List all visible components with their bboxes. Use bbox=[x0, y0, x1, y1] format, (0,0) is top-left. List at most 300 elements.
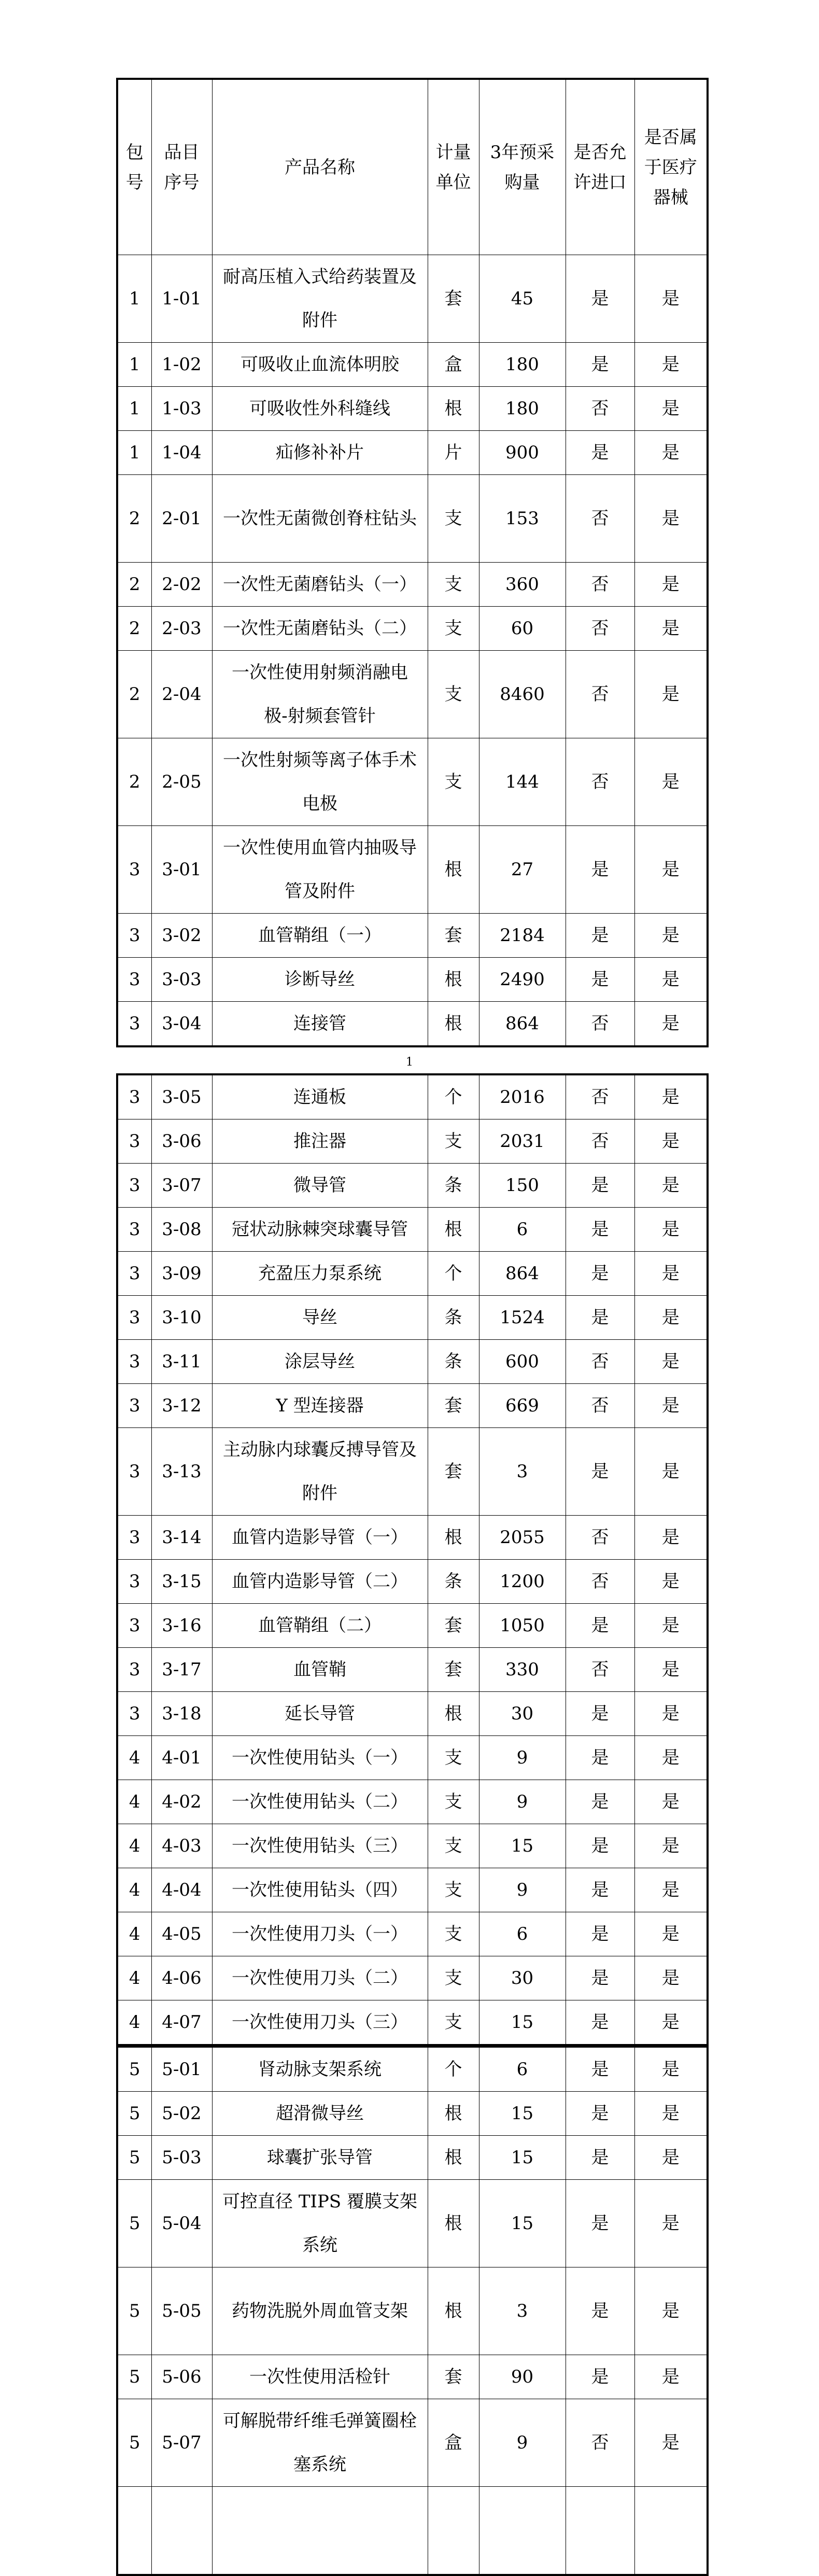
cell-unit: 支 bbox=[428, 1119, 479, 1164]
cell-package: 3 bbox=[117, 1648, 151, 1692]
table-row bbox=[117, 1912, 708, 1956]
cell-package: 5 bbox=[117, 2399, 151, 2487]
cell-unit: 支 bbox=[428, 738, 479, 826]
table-row bbox=[117, 563, 708, 607]
cell-medical-device: 是 bbox=[634, 2000, 708, 2046]
cell-unit: 支 bbox=[428, 1736, 479, 1780]
cell-quantity: 150 bbox=[479, 1164, 566, 1208]
cell-item-no: 3-03 bbox=[151, 958, 212, 1002]
cell-unit: 套 bbox=[428, 1428, 479, 1516]
table-row bbox=[117, 1119, 708, 1164]
cell-quantity: 45 bbox=[479, 255, 566, 343]
cell-unit: 套 bbox=[428, 1604, 479, 1648]
cell-import: 是 bbox=[566, 431, 634, 475]
table-row bbox=[117, 2136, 708, 2180]
table-row bbox=[117, 1692, 708, 1736]
cell-product-name: 可控直径 TIPS 覆膜支架系统 bbox=[212, 2180, 428, 2267]
cell-item-no: 3-04 bbox=[151, 1002, 212, 1047]
table-row bbox=[117, 475, 708, 563]
cell-item-no: 4-03 bbox=[151, 1824, 212, 1868]
cell-medical-device: 是 bbox=[634, 1868, 708, 1912]
cell-unit bbox=[428, 2487, 479, 2575]
header-package: 包号 bbox=[117, 79, 151, 255]
table-row bbox=[117, 1164, 708, 1208]
cell-import: 否 bbox=[566, 1516, 634, 1560]
cell-product-name: 血管内造影导管（二） bbox=[212, 1560, 428, 1604]
cell-medical-device bbox=[634, 2487, 708, 2575]
cell-import: 是 bbox=[566, 1296, 634, 1340]
cell-import: 是 bbox=[566, 1252, 634, 1296]
cell-medical-device: 是 bbox=[634, 1428, 708, 1516]
cell-product-name: 肾动脉支架系统 bbox=[212, 2046, 428, 2092]
cell-unit: 套 bbox=[428, 1648, 479, 1692]
table-row bbox=[117, 651, 708, 738]
cell-quantity: 9 bbox=[479, 2399, 566, 2487]
cell-import: 否 bbox=[566, 2399, 634, 2487]
cell-import: 是 bbox=[566, 2267, 634, 2355]
cell-unit: 支 bbox=[428, 563, 479, 607]
cell-package: 3 bbox=[117, 914, 151, 958]
table-row bbox=[117, 431, 708, 475]
cell-unit: 根 bbox=[428, 387, 479, 431]
cell-medical-device: 是 bbox=[634, 343, 708, 387]
table-row bbox=[117, 1208, 708, 1252]
cell-package: 4 bbox=[117, 1868, 151, 1912]
cell-item-no bbox=[151, 2487, 212, 2575]
cell-import: 否 bbox=[566, 651, 634, 738]
header-item-no: 品目序号 bbox=[151, 79, 212, 255]
cell-unit: 个 bbox=[428, 2046, 479, 2092]
table-row bbox=[117, 1780, 708, 1824]
cell-product-name: 血管鞘组（二） bbox=[212, 1604, 428, 1648]
cell-import: 是 bbox=[566, 1780, 634, 1824]
cell-unit: 根 bbox=[428, 2267, 479, 2355]
cell-quantity: 6 bbox=[479, 1912, 566, 1956]
cell-import: 是 bbox=[566, 255, 634, 343]
cell-unit: 支 bbox=[428, 1956, 479, 2000]
cell-package: 3 bbox=[117, 1252, 151, 1296]
cell-product-name: 可解脱带纤维毛弹簧圈栓塞系统 bbox=[212, 2399, 428, 2487]
cell-unit: 支 bbox=[428, 651, 479, 738]
cell-quantity: 15 bbox=[479, 2180, 566, 2267]
cell-product-name: 一次性射频等离子体手术电极 bbox=[212, 738, 428, 826]
cell-item-no: 3-08 bbox=[151, 1208, 212, 1252]
cell-quantity: 180 bbox=[479, 387, 566, 431]
cell-item-no: 5-04 bbox=[151, 2180, 212, 2267]
cell-package: 4 bbox=[117, 1912, 151, 1956]
procurement-table-page-2 bbox=[116, 1073, 709, 2576]
cell-product-name: 诊断导丝 bbox=[212, 958, 428, 1002]
cell-quantity: 1200 bbox=[479, 1560, 566, 1604]
cell-package: 4 bbox=[117, 2000, 151, 2046]
cell-package: 3 bbox=[117, 1340, 151, 1384]
cell-product-name: 一次性无菌磨钻头（二） bbox=[212, 607, 428, 651]
header-import: 是否允许进口 bbox=[566, 79, 634, 255]
cell-unit: 套 bbox=[428, 2355, 479, 2399]
header-medical-device: 是否属于医疗器械 bbox=[634, 79, 708, 255]
cell-quantity: 15 bbox=[479, 2092, 566, 2136]
cell-item-no: 4-01 bbox=[151, 1736, 212, 1780]
cell-quantity: 30 bbox=[479, 1692, 566, 1736]
cell-medical-device: 是 bbox=[634, 1296, 708, 1340]
table-row bbox=[117, 1956, 708, 2000]
cell-item-no: 3-13 bbox=[151, 1428, 212, 1516]
cell-product-name: 一次性使用射频消融电极-射频套管针 bbox=[212, 651, 428, 738]
cell-quantity: 30 bbox=[479, 1956, 566, 2000]
cell-quantity: 600 bbox=[479, 1340, 566, 1384]
cell-unit: 根 bbox=[428, 2136, 479, 2180]
cell-package: 3 bbox=[117, 1560, 151, 1604]
cell-unit: 个 bbox=[428, 1252, 479, 1296]
cell-item-no: 4-04 bbox=[151, 1868, 212, 1912]
cell-item-no: 3-05 bbox=[151, 1074, 212, 1119]
cell-item-no: 3-10 bbox=[151, 1296, 212, 1340]
cell-medical-device: 是 bbox=[634, 1074, 708, 1119]
cell-product-name: 一次性使用血管内抽吸导管及附件 bbox=[212, 826, 428, 914]
cell-unit: 盒 bbox=[428, 2399, 479, 2487]
cell-quantity: 2031 bbox=[479, 1119, 566, 1164]
cell-unit: 片 bbox=[428, 431, 479, 475]
cell-import: 否 bbox=[566, 1340, 634, 1384]
cell-unit: 条 bbox=[428, 1340, 479, 1384]
page-number: 1 bbox=[406, 1056, 413, 1069]
cell-import: 是 bbox=[566, 1824, 634, 1868]
cell-medical-device: 是 bbox=[634, 255, 708, 343]
cell-medical-device: 是 bbox=[634, 431, 708, 475]
cell-unit: 套 bbox=[428, 1384, 479, 1428]
cell-package: 5 bbox=[117, 2267, 151, 2355]
cell-import: 否 bbox=[566, 1560, 634, 1604]
cell-product-name: 一次性使用刀头（三） bbox=[212, 2000, 428, 2046]
cell-medical-device: 是 bbox=[634, 826, 708, 914]
cell-product-name bbox=[212, 2487, 428, 2575]
cell-import: 否 bbox=[566, 387, 634, 431]
table-row bbox=[117, 738, 708, 826]
cell-product-name: 疝修补补片 bbox=[212, 431, 428, 475]
cell-import: 是 bbox=[566, 914, 634, 958]
table-row bbox=[117, 826, 708, 914]
cell-medical-device: 是 bbox=[634, 1208, 708, 1252]
table-row bbox=[117, 1296, 708, 1340]
cell-import: 否 bbox=[566, 1648, 634, 1692]
cell-import: 是 bbox=[566, 2136, 634, 2180]
cell-medical-device: 是 bbox=[634, 1604, 708, 1648]
table-row bbox=[117, 1648, 708, 1692]
cell-package: 2 bbox=[117, 475, 151, 563]
cell-product-name: 导丝 bbox=[212, 1296, 428, 1340]
cell-item-no: 1-04 bbox=[151, 431, 212, 475]
cell-quantity: 6 bbox=[479, 1208, 566, 1252]
cell-quantity: 1524 bbox=[479, 1296, 566, 1340]
cell-quantity: 9 bbox=[479, 1736, 566, 1780]
cell-unit: 条 bbox=[428, 1296, 479, 1340]
cell-quantity: 27 bbox=[479, 826, 566, 914]
cell-item-no: 3-11 bbox=[151, 1340, 212, 1384]
table-row bbox=[117, 387, 708, 431]
cell-item-no: 3-15 bbox=[151, 1560, 212, 1604]
table-row bbox=[117, 2092, 708, 2136]
cell-package: 3 bbox=[117, 1428, 151, 1516]
cell-unit: 套 bbox=[428, 914, 479, 958]
cell-package: 5 bbox=[117, 2180, 151, 2267]
cell-quantity: 1050 bbox=[479, 1604, 566, 1648]
cell-unit: 支 bbox=[428, 607, 479, 651]
cell-unit: 根 bbox=[428, 1208, 479, 1252]
cell-product-name: 一次性使用刀头（二） bbox=[212, 1956, 428, 2000]
cell-import: 是 bbox=[566, 1956, 634, 2000]
cell-quantity: 15 bbox=[479, 2000, 566, 2046]
cell-product-name: 一次性无菌微创脊柱钻头 bbox=[212, 475, 428, 563]
cell-unit: 支 bbox=[428, 1868, 479, 1912]
cell-quantity: 8460 bbox=[479, 651, 566, 738]
cell-import: 否 bbox=[566, 563, 634, 607]
table-row bbox=[117, 1824, 708, 1868]
table-row bbox=[117, 1384, 708, 1428]
cell-quantity: 330 bbox=[479, 1648, 566, 1692]
cell-package: 3 bbox=[117, 1119, 151, 1164]
cell-medical-device: 是 bbox=[634, 958, 708, 1002]
cell-unit: 支 bbox=[428, 475, 479, 563]
cell-medical-device: 是 bbox=[634, 1164, 708, 1208]
cell-unit: 个 bbox=[428, 1074, 479, 1119]
cell-product-name: 耐高压植入式给药装置及附件 bbox=[212, 255, 428, 343]
cell-medical-device: 是 bbox=[634, 1692, 708, 1736]
cell-product-name: 一次性使用钻头（四） bbox=[212, 1868, 428, 1912]
cell-medical-device: 是 bbox=[634, 1648, 708, 1692]
cell-import: 是 bbox=[566, 2355, 634, 2399]
cell-import: 是 bbox=[566, 1164, 634, 1208]
cell-medical-device: 是 bbox=[634, 1956, 708, 2000]
cell-unit: 根 bbox=[428, 2092, 479, 2136]
table-row bbox=[117, 1516, 708, 1560]
cell-quantity: 153 bbox=[479, 475, 566, 563]
cell-import: 否 bbox=[566, 1384, 634, 1428]
cell-quantity: 900 bbox=[479, 431, 566, 475]
cell-unit: 根 bbox=[428, 958, 479, 1002]
cell-item-no: 1-02 bbox=[151, 343, 212, 387]
header-product-name: 产品名称 bbox=[212, 79, 428, 255]
cell-package: 1 bbox=[117, 343, 151, 387]
cell-package: 3 bbox=[117, 1604, 151, 1648]
cell-package: 4 bbox=[117, 1780, 151, 1824]
cell-product-name: 延长导管 bbox=[212, 1692, 428, 1736]
table-row bbox=[117, 1868, 708, 1912]
cell-package: 5 bbox=[117, 2092, 151, 2136]
cell-medical-device: 是 bbox=[634, 1780, 708, 1824]
cell-unit: 支 bbox=[428, 1912, 479, 1956]
cell-quantity: 864 bbox=[479, 1252, 566, 1296]
cell-import: 是 bbox=[566, 2000, 634, 2046]
cell-quantity: 2055 bbox=[479, 1516, 566, 1560]
cell-medical-device: 是 bbox=[634, 563, 708, 607]
cell-item-no: 5-01 bbox=[151, 2046, 212, 2092]
cell-medical-device: 是 bbox=[634, 914, 708, 958]
table-header-row bbox=[117, 79, 708, 255]
cell-import: 否 bbox=[566, 1002, 634, 1047]
cell-unit: 根 bbox=[428, 1002, 479, 1047]
cell-medical-device: 是 bbox=[634, 387, 708, 431]
cell-item-no: 2-01 bbox=[151, 475, 212, 563]
cell-product-name: Y 型连接器 bbox=[212, 1384, 428, 1428]
cell-item-no: 3-02 bbox=[151, 914, 212, 958]
cell-product-name: 推注器 bbox=[212, 1119, 428, 1164]
cell-package: 2 bbox=[117, 651, 151, 738]
table-row bbox=[117, 343, 708, 387]
cell-item-no: 4-07 bbox=[151, 2000, 212, 2046]
cell-medical-device: 是 bbox=[634, 2180, 708, 2267]
cell-import: 是 bbox=[566, 1428, 634, 1516]
cell-item-no: 2-02 bbox=[151, 563, 212, 607]
cell-product-name: 血管内造影导管（一） bbox=[212, 1516, 428, 1560]
cell-product-name: 主动脉内球囊反搏导管及附件 bbox=[212, 1428, 428, 1516]
cell-item-no: 2-04 bbox=[151, 651, 212, 738]
cell-product-name: 可吸收性外科缝线 bbox=[212, 387, 428, 431]
cell-package: 5 bbox=[117, 2136, 151, 2180]
cell-item-no: 3-16 bbox=[151, 1604, 212, 1648]
cell-medical-device: 是 bbox=[634, 1119, 708, 1164]
cell-product-name: 药物洗脱外周血管支架 bbox=[212, 2267, 428, 2355]
table-row bbox=[117, 1604, 708, 1648]
cell-package: 3 bbox=[117, 1516, 151, 1560]
cell-import: 是 bbox=[566, 1692, 634, 1736]
cell-unit: 套 bbox=[428, 255, 479, 343]
cell-quantity: 2490 bbox=[479, 958, 566, 1002]
table-row bbox=[117, 2399, 708, 2487]
table-row bbox=[117, 2487, 708, 2575]
cell-import: 是 bbox=[566, 958, 634, 1002]
cell-quantity: 90 bbox=[479, 2355, 566, 2399]
table-row bbox=[117, 1074, 708, 1119]
cell-medical-device: 是 bbox=[634, 2267, 708, 2355]
cell-package: 1 bbox=[117, 255, 151, 343]
table-row bbox=[117, 2046, 708, 2092]
cell-unit: 条 bbox=[428, 1560, 479, 1604]
cell-quantity: 669 bbox=[479, 1384, 566, 1428]
cell-medical-device: 是 bbox=[634, 651, 708, 738]
cell-unit: 支 bbox=[428, 1824, 479, 1868]
header-quantity: 3年预采购量 bbox=[479, 79, 566, 255]
cell-product-name: 血管鞘组（一） bbox=[212, 914, 428, 958]
cell-package: 1 bbox=[117, 387, 151, 431]
cell-package: 1 bbox=[117, 431, 151, 475]
cell-item-no: 3-01 bbox=[151, 826, 212, 914]
cell-unit: 盒 bbox=[428, 343, 479, 387]
cell-item-no: 4-06 bbox=[151, 1956, 212, 2000]
cell-medical-device: 是 bbox=[634, 607, 708, 651]
cell-item-no: 5-06 bbox=[151, 2355, 212, 2399]
table-row bbox=[117, 1002, 708, 1047]
cell-product-name: 一次性无菌磨钻头（一） bbox=[212, 563, 428, 607]
cell-package: 2 bbox=[117, 738, 151, 826]
cell-item-no: 2-03 bbox=[151, 607, 212, 651]
cell-package: 2 bbox=[117, 607, 151, 651]
cell-product-name: 血管鞘 bbox=[212, 1648, 428, 1692]
cell-medical-device: 是 bbox=[634, 2136, 708, 2180]
cell-item-no: 5-02 bbox=[151, 2092, 212, 2136]
cell-product-name: 冠状动脉棘突球囊导管 bbox=[212, 1208, 428, 1252]
cell-quantity: 9 bbox=[479, 1868, 566, 1912]
cell-item-no: 3-17 bbox=[151, 1648, 212, 1692]
cell-quantity: 180 bbox=[479, 343, 566, 387]
cell-item-no: 5-05 bbox=[151, 2267, 212, 2355]
cell-medical-device: 是 bbox=[634, 1824, 708, 1868]
table-row bbox=[117, 2267, 708, 2355]
table-row bbox=[117, 2355, 708, 2399]
cell-item-no: 3-07 bbox=[151, 1164, 212, 1208]
cell-medical-device: 是 bbox=[634, 1736, 708, 1780]
cell-package: 2 bbox=[117, 563, 151, 607]
cell-import: 是 bbox=[566, 1208, 634, 1252]
cell-product-name: 一次性使用钻头（一） bbox=[212, 1736, 428, 1780]
cell-medical-device: 是 bbox=[634, 1002, 708, 1047]
cell-quantity: 60 bbox=[479, 607, 566, 651]
cell-quantity: 15 bbox=[479, 2136, 566, 2180]
cell-import: 是 bbox=[566, 1868, 634, 1912]
procurement-table-page-1 bbox=[116, 78, 709, 1047]
cell-item-no: 4-05 bbox=[151, 1912, 212, 1956]
cell-unit: 根 bbox=[428, 2180, 479, 2267]
cell-medical-device: 是 bbox=[634, 1560, 708, 1604]
cell-product-name: 球囊扩张导管 bbox=[212, 2136, 428, 2180]
cell-quantity: 3 bbox=[479, 1428, 566, 1516]
cell-item-no: 1-01 bbox=[151, 255, 212, 343]
cell-unit: 根 bbox=[428, 826, 479, 914]
cell-package: 3 bbox=[117, 1002, 151, 1047]
cell-item-no: 4-02 bbox=[151, 1780, 212, 1824]
table-row bbox=[117, 1428, 708, 1516]
cell-package: 3 bbox=[117, 958, 151, 1002]
cell-quantity: 2184 bbox=[479, 914, 566, 958]
cell-product-name: 超滑微导丝 bbox=[212, 2092, 428, 2136]
cell-package: 5 bbox=[117, 2046, 151, 2092]
cell-product-name: 一次性使用钻头（三） bbox=[212, 1824, 428, 1868]
cell-item-no: 2-05 bbox=[151, 738, 212, 826]
cell-product-name: 一次性使用活检针 bbox=[212, 2355, 428, 2399]
cell-item-no: 5-07 bbox=[151, 2399, 212, 2487]
cell-package: 3 bbox=[117, 1296, 151, 1340]
table-row bbox=[117, 1560, 708, 1604]
cell-quantity: 360 bbox=[479, 563, 566, 607]
cell-quantity: 144 bbox=[479, 738, 566, 826]
cell-unit: 根 bbox=[428, 1692, 479, 1736]
table-row bbox=[117, 2180, 708, 2267]
cell-medical-device: 是 bbox=[634, 1252, 708, 1296]
cell-import bbox=[566, 2487, 634, 2575]
cell-quantity: 864 bbox=[479, 1002, 566, 1047]
cell-package: 3 bbox=[117, 826, 151, 914]
table-row bbox=[117, 255, 708, 343]
cell-item-no: 3-09 bbox=[151, 1252, 212, 1296]
cell-medical-device: 是 bbox=[634, 2355, 708, 2399]
table-row bbox=[117, 1736, 708, 1780]
table-row bbox=[117, 1252, 708, 1296]
cell-unit: 条 bbox=[428, 1164, 479, 1208]
cell-package: 3 bbox=[117, 1074, 151, 1119]
cell-package: 3 bbox=[117, 1692, 151, 1736]
cell-import: 否 bbox=[566, 475, 634, 563]
cell-medical-device: 是 bbox=[634, 1384, 708, 1428]
cell-medical-device: 是 bbox=[634, 2046, 708, 2092]
cell-import: 否 bbox=[566, 1074, 634, 1119]
cell-package: 4 bbox=[117, 1736, 151, 1780]
cell-import: 是 bbox=[566, 2046, 634, 2092]
cell-product-name: 一次性使用钻头（二） bbox=[212, 1780, 428, 1824]
cell-medical-device: 是 bbox=[634, 738, 708, 826]
cell-medical-device: 是 bbox=[634, 475, 708, 563]
cell-medical-device: 是 bbox=[634, 1516, 708, 1560]
cell-item-no: 1-03 bbox=[151, 387, 212, 431]
cell-import: 是 bbox=[566, 826, 634, 914]
